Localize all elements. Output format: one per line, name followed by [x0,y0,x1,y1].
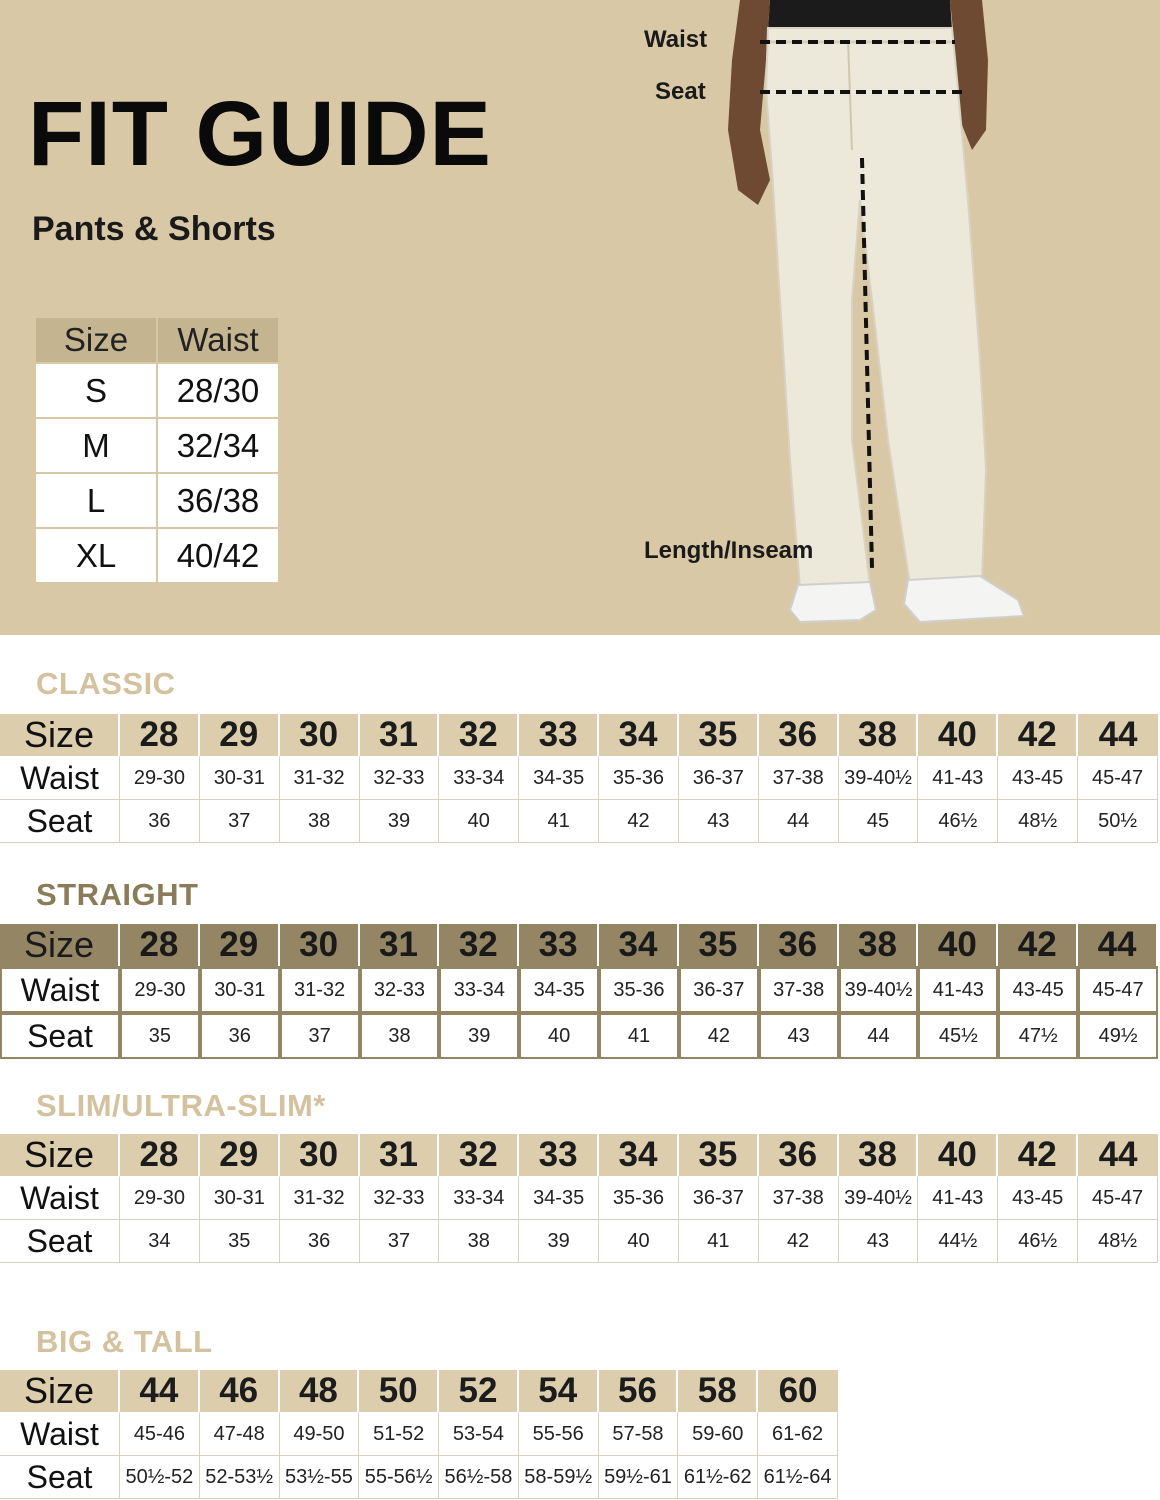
waist-cell: 49-50 [280,1412,360,1456]
seat-cell: 59½-61 [599,1456,679,1499]
waist-row [0,756,1158,800]
waist-cell: 32/34 [157,418,279,473]
size-cell: 36 [759,1134,839,1176]
waist-cell: 39-40½ [839,966,919,1013]
seat-cell: 43 [839,1220,919,1263]
size-cell: 54 [519,1370,599,1412]
seat-cell: 40 [599,1220,679,1263]
seat-cell: 35 [120,1013,200,1059]
waist-row-label: Waist [0,1176,120,1220]
waist-cell: 37-38 [759,756,839,800]
size-cell: 29 [200,924,280,966]
size-cell: 38 [839,714,919,756]
waist-cell: 29-30 [120,756,200,800]
size-cell: 28 [120,924,200,966]
waist-cell: 43-45 [998,756,1078,800]
size-row [0,1134,1158,1176]
size-cell: 40 [918,714,998,756]
waist-cell: 39-40½ [839,756,919,800]
waist-cell: 45-47 [1078,966,1158,1013]
seat-cell: 45 [839,800,919,843]
waist-cell: 45-47 [1078,756,1158,800]
waist-cell: 31-32 [280,756,360,800]
waist-cell: 57-58 [599,1412,679,1456]
waist-cell: 28/30 [157,363,279,418]
seat-cell: 50½ [1078,800,1158,843]
size-cell: 29 [200,714,280,756]
waist-cell: 59-60 [678,1412,758,1456]
waist-cell: 33-34 [439,756,519,800]
seat-cell: 40 [519,1013,599,1059]
size-cell: 56 [599,1370,679,1412]
size-cell: 44 [1078,1134,1158,1176]
seat-row-label: Seat [0,1220,120,1263]
waist-cell: 30-31 [200,1176,280,1220]
seat-cell: 45½ [918,1013,998,1059]
seat-row [0,1013,1158,1059]
classic-section-title: CLASSIC [36,666,176,701]
waist-cell: 32-33 [360,756,440,800]
waist-cell: 61-62 [758,1412,838,1456]
waist-cell: 36-37 [679,1176,759,1220]
size-table-row [35,418,279,473]
waist-cell: 35-36 [599,1176,679,1220]
waist-row-label: Waist [0,1412,120,1456]
seat-cell: 48½ [1078,1220,1158,1263]
seat-row-label: Seat [0,800,120,843]
size-cell: 34 [599,924,679,966]
seat-cell: 55-56½ [359,1456,439,1499]
seat-measure-label: Seat [655,78,706,105]
seat-cell: 37 [280,1013,360,1059]
seat-cell: 41 [679,1220,759,1263]
size-cell: 44 [1078,714,1158,756]
right-shoe-shape [904,576,1024,622]
size-cell: 40 [918,924,998,966]
seat-cell: 53½-55 [280,1456,360,1499]
size-cell: 31 [360,1134,440,1176]
waist-cell: 31-32 [280,966,360,1013]
size-cell: L [35,473,157,528]
waist-cell: 34-35 [519,966,599,1013]
size-cell: 33 [519,924,599,966]
size-cell: 48 [280,1370,360,1412]
seat-cell: 49½ [1078,1013,1158,1059]
size-cell: 30 [280,1134,360,1176]
waist-cell: 37-38 [759,966,839,1013]
size-row [0,924,1158,966]
seat-cell: 44 [839,1013,919,1059]
size-table-row [35,528,279,583]
big-tall-section-title: BIG & TALL [36,1324,213,1359]
size-table-row [35,363,279,418]
waist-cell: 30-31 [200,756,280,800]
size-cell: 36 [759,714,839,756]
seat-cell: 46½ [918,800,998,843]
waist-cell: 36/38 [157,473,279,528]
waist-cell: 41-43 [918,1176,998,1220]
seat-cell: 37 [360,1220,440,1263]
size-cell: 32 [439,924,519,966]
seat-cell: 56½-58 [439,1456,519,1499]
slim-section-title: SLIM/ULTRA-SLIM* [36,1088,326,1123]
size-cell: 58 [678,1370,758,1412]
size-row-label: Size [0,714,120,756]
waist-cell: 29-30 [120,966,200,1013]
waist-cell: 51-52 [359,1412,439,1456]
waist-cell: 32-33 [360,1176,440,1220]
waist-cell: 45-46 [120,1412,200,1456]
waist-cell: 33-34 [439,1176,519,1220]
size-row [0,714,1158,756]
seat-row [0,800,1158,843]
pants-shape [766,28,986,588]
straight-section-title: STRAIGHT [36,877,199,912]
seat-cell: 41 [519,800,599,843]
size-cell: S [35,363,157,418]
size-cell: 30 [280,924,360,966]
waist-cell: 36-37 [679,966,759,1013]
seat-cell: 36 [280,1220,360,1263]
size-cell: 52 [439,1370,519,1412]
page-title: FIT GUIDE [28,83,492,185]
size-row [0,1370,838,1412]
seat-cell: 42 [599,800,679,843]
size-table-header [35,317,279,363]
waist-cell: 30-31 [200,966,280,1013]
size-cell: XL [35,528,157,583]
left-shoe-shape [790,582,876,622]
seat-cell: 44 [759,800,839,843]
seat-cell: 37 [200,800,280,843]
size-cell: M [35,418,157,473]
waist-cell: 35-36 [599,966,679,1013]
left-arm-shape [728,0,770,205]
seat-cell: 48½ [998,800,1078,843]
size-cell: 30 [280,714,360,756]
seat-cell: 61½-62 [678,1456,758,1499]
size-cell: 46 [200,1370,280,1412]
waist-cell: 45-47 [1078,1176,1158,1220]
waist-cell: 34-35 [519,756,599,800]
size-cell: 35 [679,1134,759,1176]
size-cell: 50 [359,1370,439,1412]
seat-cell: 40 [439,800,519,843]
waist-cell: 31-32 [280,1176,360,1220]
waist-measure-label: Waist [644,26,708,53]
seat-cell: 44½ [918,1220,998,1263]
size-cell: 60 [758,1370,838,1412]
size-cell: 38 [839,924,919,966]
seat-row-label: Seat [0,1013,120,1059]
waist-cell: 37-38 [759,1176,839,1220]
size-row-label: Size [0,1134,120,1176]
size-cell: 28 [120,714,200,756]
waist-cell: 40/42 [157,528,279,583]
waist-cell: 41-43 [918,966,998,1013]
size-cell: 44 [1078,924,1158,966]
seat-cell: 38 [280,800,360,843]
size-table-row [35,473,279,528]
classic-size-chart [0,714,1158,843]
waist-row [0,1176,1158,1220]
pants-measurement-diagram [620,0,1100,635]
seat-cell: 42 [759,1220,839,1263]
waist-row-label: Waist [0,756,120,800]
slim-size-chart [0,1134,1158,1263]
big-tall-size-chart [0,1370,838,1499]
seat-cell: 50½-52 [120,1456,200,1499]
waist-cell: 39-40½ [839,1176,919,1220]
seat-cell: 41 [599,1013,679,1059]
waist-row [0,966,1158,1013]
seat-cell: 46½ [998,1220,1078,1263]
seat-row-label: Seat [0,1456,120,1499]
seat-cell: 36 [120,800,200,843]
seat-cell: 43 [759,1013,839,1059]
seat-row [0,1456,838,1499]
size-cell: 42 [998,1134,1078,1176]
size-cell: 34 [599,714,679,756]
size-cell: 36 [759,924,839,966]
fit-guide-hero [0,0,1160,635]
size-cell: 35 [679,714,759,756]
size-cell: 33 [519,714,599,756]
size-cell: 44 [120,1370,200,1412]
size-cell: 31 [360,924,440,966]
length-measure-label: Length/Inseam [644,537,814,564]
seat-cell: 38 [439,1220,519,1263]
waist-cell: 29-30 [120,1176,200,1220]
waist-cell: 43-45 [998,966,1078,1013]
seat-cell: 52-53½ [200,1456,280,1499]
size-row-label: Size [0,924,120,966]
waist-cell: 55-56 [519,1412,599,1456]
waist-cell: 47-48 [200,1412,280,1456]
size-cell: 42 [998,924,1078,966]
waist-cell: 41-43 [918,756,998,800]
waist-row-label: Waist [0,966,120,1013]
seat-cell: 58-59½ [519,1456,599,1499]
page-subtitle: Pants & Shorts [32,210,276,248]
seat-cell: 42 [679,1013,759,1059]
size-cell: 35 [679,924,759,966]
size-row-label: Size [0,1370,120,1412]
size-cell: 34 [599,1134,679,1176]
waist-cell: 43-45 [998,1176,1078,1220]
seat-cell: 43 [679,800,759,843]
size-cell: 33 [519,1134,599,1176]
waist-cell: 36-37 [679,756,759,800]
size-cell: 32 [439,1134,519,1176]
waist-cell: 53-54 [439,1412,519,1456]
size-cell: 38 [839,1134,919,1176]
size-waist-table [34,316,280,584]
waist-cell: 35-36 [599,756,679,800]
seat-cell: 36 [200,1013,280,1059]
size-cell: 40 [918,1134,998,1176]
straight-size-chart [0,924,1158,1059]
seat-row [0,1220,1158,1263]
waist-row [0,1412,838,1456]
shirt-shape [768,0,952,30]
size-header: Size [35,317,157,363]
waist-header: Waist [157,317,279,363]
size-cell: 29 [200,1134,280,1176]
waist-cell: 33-34 [439,966,519,1013]
waist-cell: 34-35 [519,1176,599,1220]
seat-cell: 34 [120,1220,200,1263]
waist-cell: 32-33 [360,966,440,1013]
seat-cell: 38 [360,1013,440,1059]
seat-cell: 61½-64 [758,1456,838,1499]
size-cell: 32 [439,714,519,756]
seat-cell: 39 [439,1013,519,1059]
seat-cell: 35 [200,1220,280,1263]
seat-cell: 47½ [998,1013,1078,1059]
size-cell: 28 [120,1134,200,1176]
size-cell: 42 [998,714,1078,756]
seat-cell: 39 [360,800,440,843]
seat-cell: 39 [519,1220,599,1263]
size-cell: 31 [360,714,440,756]
